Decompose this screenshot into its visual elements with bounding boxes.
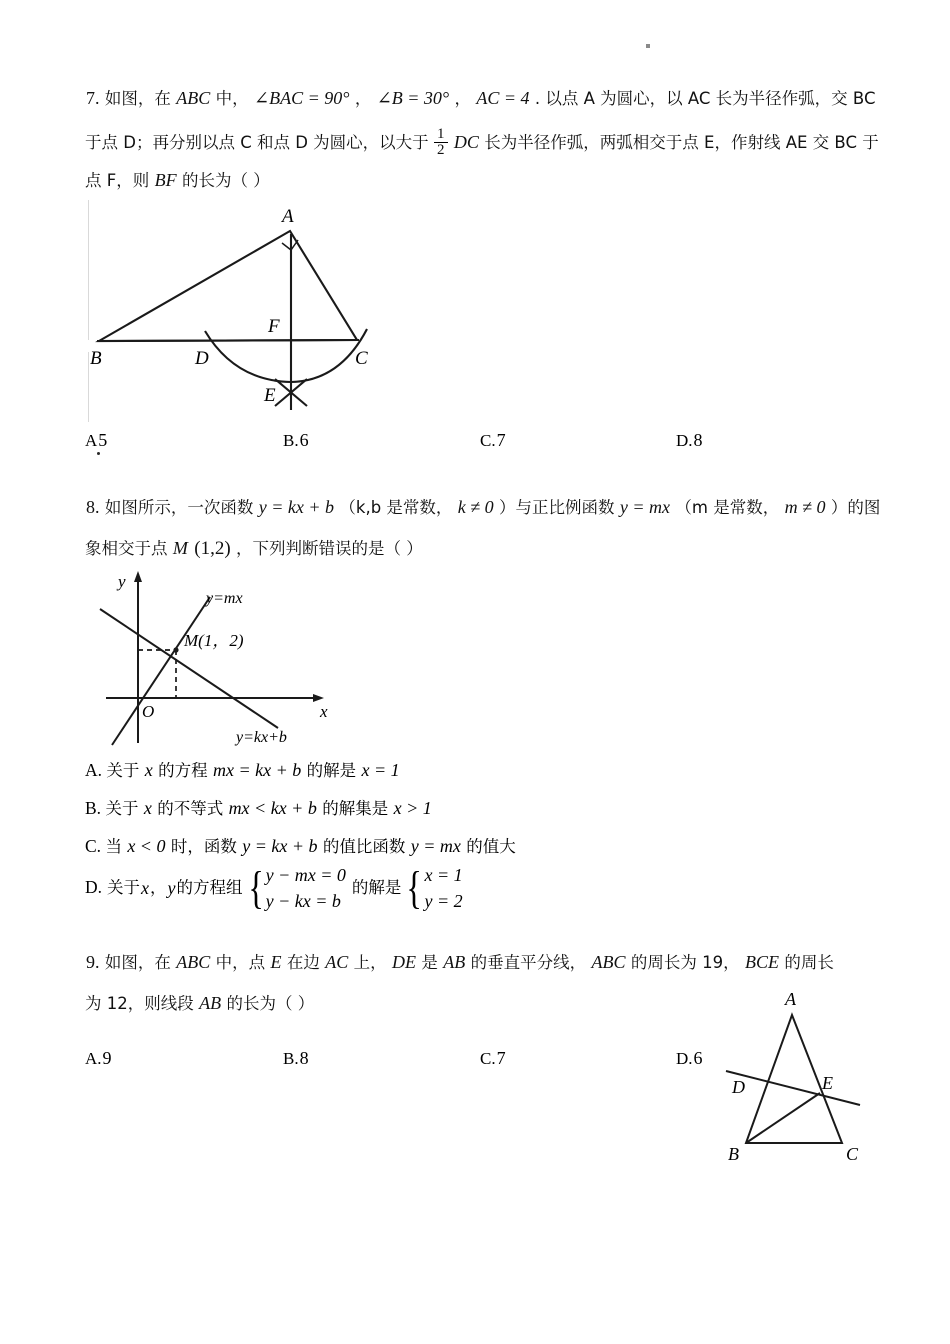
q8-choice-a-eq2: x = 1 — [361, 760, 400, 780]
q8-choice-d[interactable] — [85, 862, 466, 914]
q7-option-b-label: B — [283, 431, 295, 450]
q8-paren-1: （k,b 是常数， — [339, 498, 453, 517]
q8-choice-b-ineq1: mx < kx + b — [228, 798, 317, 818]
question-9-line-2 — [85, 983, 314, 1024]
q9-t-e: 的垂直平分线， — [470, 953, 587, 972]
q8-choice-a-eq1: mx = kx + b — [213, 760, 302, 780]
q7-lead-text: 如图，在 — [104, 89, 171, 108]
q7-option-b-sep: . — [294, 431, 299, 450]
fraction-denominator: 2 — [434, 142, 448, 159]
q8-choice-c-t4: 的值大 — [466, 837, 516, 856]
q8-paren-2: （m 是常数， — [675, 498, 780, 517]
q7-option-a[interactable] — [85, 430, 108, 451]
q8-function-mx: y = mx — [619, 497, 671, 517]
q7-eq-ac: AC = 4 — [476, 88, 530, 108]
q9-triangle-bce: BCE — [745, 952, 780, 972]
q8-choice-d-system-2 — [403, 862, 463, 914]
intersection-point-m — [173, 647, 178, 652]
q7-option-d[interactable] — [676, 430, 704, 451]
q7-line3-b: 的长为（ ） — [182, 171, 270, 190]
q8-system2-row1: x = 1 — [424, 865, 463, 885]
q8-choice-d-t1: 关于 — [107, 877, 141, 897]
label-line-mx: y=mx — [206, 590, 243, 607]
q8-choice-a-t3: 的解是 — [306, 761, 357, 780]
label-b: B — [728, 1144, 739, 1164]
label-d: D — [195, 348, 209, 369]
q9-option-c-value: 7 — [496, 1048, 506, 1068]
label-c: C — [355, 348, 368, 369]
q7-sep-1: ， — [354, 89, 372, 108]
q7-option-c-sep: . — [491, 431, 496, 450]
x-axis-arrowhead — [313, 694, 324, 702]
q8-choice-d-t3: 的解是 — [351, 877, 402, 897]
q8-system1-row2: y − kx = b — [265, 891, 341, 911]
q9-t-c: 上， — [353, 953, 387, 972]
q8-choice-a-x: x — [144, 760, 153, 780]
q8-lead-text: 如图所示，一次函数 — [104, 498, 254, 517]
label-f: F — [268, 316, 280, 337]
q9-t-f: 的周长为 19， — [630, 953, 740, 972]
q9-lead-text: 如图，在 — [104, 953, 171, 972]
q8-choice-c-fn1: y = kx + b — [242, 836, 318, 856]
q9-t-d: 是 — [421, 953, 438, 972]
q9-option-d-value: 6 — [693, 1048, 703, 1068]
q8-choice-a[interactable] — [85, 750, 401, 791]
q7-eq-bac: ∠BAC = 90° — [254, 88, 350, 108]
line-de-perpendicular-bisector — [726, 1071, 860, 1105]
label-c: C — [846, 1144, 859, 1164]
q9-t-g: 的周长 — [784, 953, 834, 972]
q8-choice-d-label: D. — [85, 877, 103, 898]
q8-choice-d-x: x — [141, 878, 150, 898]
q8-choice-c[interactable] — [85, 826, 516, 867]
q9-option-a-value: 9 — [102, 1048, 112, 1068]
q9-option-c-sep: . — [491, 1049, 496, 1068]
header-dot-artifact — [646, 44, 650, 48]
q9-option-b-label: B — [283, 1049, 295, 1068]
question-7-line-2 — [85, 122, 879, 163]
question-7-number: 7. — [86, 88, 100, 108]
label-e: E — [264, 385, 276, 406]
q8-choice-b-t2: 的不等式 — [157, 799, 224, 818]
fraction-numerator: 1 — [437, 125, 445, 142]
q7-option-c-label: C — [480, 431, 492, 450]
q7-mid-1: 中， — [215, 89, 249, 108]
q7-option-c[interactable] — [480, 430, 507, 451]
origin-label: O — [142, 702, 155, 721]
q8-line2-a: 象相交于点 — [85, 539, 168, 558]
q8-choice-b-ineq2: x > 1 — [393, 798, 432, 818]
left-brace-icon-2: { — [406, 862, 423, 913]
left-brace-icon: { — [247, 862, 264, 913]
label-a: A — [785, 989, 796, 1009]
q9-point-e: E — [270, 952, 282, 972]
q8-system1-row1: y − mx = 0 — [265, 865, 346, 885]
q7-option-c-value: 7 — [496, 430, 506, 450]
q7-figure-svg — [85, 198, 405, 428]
q8-function-kxb: y = kx + b — [258, 497, 335, 517]
q8-choice-c-t1: 当 — [105, 837, 122, 856]
q7-option-d-sep: . — [688, 431, 693, 450]
q7-half-fraction — [434, 127, 448, 160]
q9-option-a[interactable] — [85, 1048, 113, 1069]
q7-option-d-label: D — [676, 431, 689, 450]
q8-choice-c-cond: x < 0 — [127, 836, 166, 856]
q9-option-d-label: D — [676, 1049, 689, 1068]
q8-choice-c-t2: 时，函数 — [170, 837, 237, 856]
q9-option-d-sep: . — [688, 1049, 693, 1068]
q9-t-a: 中，点 — [215, 953, 266, 972]
q9-line2-b: 的长为（ ） — [226, 994, 315, 1013]
question-7-figure — [85, 198, 405, 428]
q9-segment-de: DE — [392, 952, 417, 972]
label-line-kxb: y=kx+b — [236, 729, 287, 746]
q7-option-a-dot-artifact — [97, 452, 100, 455]
q8-choice-a-t2: 的方程 — [158, 761, 208, 780]
q9-figure-svg — [700, 985, 915, 1165]
q8-choice-d-system-1 — [245, 862, 347, 914]
q9-triangle-abc-2: ABC — [591, 952, 626, 972]
q7-bf-segment: BF — [154, 170, 177, 190]
q7-dc-segment: DC — [453, 132, 479, 152]
label-b: B — [90, 348, 102, 369]
q7-eq-b: ∠B = 30° — [376, 88, 450, 108]
triangle-outline — [99, 231, 357, 341]
question-8-number: 8. — [86, 497, 100, 517]
q7-option-b[interactable] — [283, 430, 310, 451]
q8-choice-b-label: B. — [85, 798, 102, 818]
q8-choice-d-y: y — [167, 878, 176, 898]
q9-option-b[interactable] — [283, 1048, 310, 1069]
question-8-line-1 — [85, 487, 880, 528]
q8-line2-b: ，下列判断错误的是（ ） — [236, 539, 423, 558]
q7-option-a-value: 5 — [98, 430, 108, 450]
q8-choice-c-t3: 的值比函数 — [322, 837, 406, 856]
q9-line2-a: 为 12，则线段 — [85, 994, 194, 1013]
q8-paren-2-end: ）的图 — [830, 498, 881, 517]
q9-segment-ab: AB — [443, 952, 466, 972]
q9-t-b: 在边 — [286, 953, 320, 972]
q9-line2-ab: AB — [199, 993, 222, 1013]
q8-choice-b[interactable] — [85, 788, 433, 829]
segment-bc — [97, 340, 359, 341]
question-9-line-1 — [85, 942, 834, 983]
x-axis-label: x — [320, 702, 328, 721]
q9-option-b-value: 8 — [299, 1048, 309, 1068]
q8-cond-m: m ≠ 0 — [784, 497, 826, 517]
q8-point-m: M — [172, 538, 188, 558]
q7-sep-2: ， — [454, 89, 471, 108]
q9-option-c-label: C — [480, 1049, 492, 1068]
q7-line2-b: 长为半径作弧，两弧相交于点 E，作射线 AE 交 BC 于 — [484, 133, 879, 152]
label-d: D — [732, 1077, 745, 1097]
q8-choice-c-fn2: y = mx — [410, 836, 461, 856]
y-axis-label: y — [118, 572, 126, 591]
q8-graph-svg — [88, 565, 338, 750]
line-y-equals-kx-plus-b — [100, 609, 278, 728]
question-9-figure — [700, 985, 915, 1165]
q7-option-d-value: 8 — [693, 430, 703, 450]
q8-choice-a-label: A. — [85, 760, 103, 780]
q7-triangle-abc: ABC — [176, 88, 211, 108]
label-e: E — [822, 1073, 833, 1093]
label-a: A — [282, 206, 294, 227]
q8-choice-a-t1: 关于 — [106, 761, 140, 780]
q8-choice-c-label: C. — [85, 836, 102, 856]
question-9-number: 9. — [86, 952, 100, 972]
q9-option-b-sep: . — [294, 1049, 299, 1068]
q7-line2-a: 于点 D；再分别以点 C 和点 D 为圆心，以大于 — [85, 133, 429, 152]
line-y-equals-mx — [112, 597, 210, 745]
q7-line3-a: 点 F，则 — [85, 171, 150, 190]
question-7-line-3 — [85, 160, 270, 201]
q8-choice-b-t1: 关于 — [105, 799, 139, 818]
q9-segment-ac: AC — [325, 952, 349, 972]
q8-system2-row2: y = 2 — [424, 891, 463, 911]
label-point-m: M(1，2) — [184, 631, 244, 650]
q8-point-coords: (1,2) — [194, 538, 231, 559]
q7-option-a-label: A — [85, 431, 98, 450]
q8-choice-b-x: x — [143, 798, 152, 818]
q8-choice-d-t2: 的方程组 — [176, 877, 243, 897]
q9-option-c[interactable] — [480, 1048, 507, 1069]
q9-option-a-sep: . — [97, 1049, 102, 1068]
q7-tail-text: . 以点 A 为圆心，以 AC 长为半径作弧，交 BC — [534, 89, 876, 108]
q8-cond-k: k ≠ 0 — [457, 497, 494, 517]
segment-be — [746, 1093, 820, 1143]
question-8-graph — [88, 565, 338, 750]
q9-triangle-abc-1: ABC — [176, 952, 211, 972]
q8-paren-1-end: ）与正比例函数 — [499, 498, 615, 517]
y-axis-arrowhead — [134, 571, 142, 582]
q9-option-a-label: A — [85, 1049, 98, 1068]
q7-option-b-value: 6 — [299, 430, 309, 450]
q8-choice-b-t3: 的解集是 — [322, 799, 389, 818]
q8-choice-d-comma: ， — [150, 877, 167, 897]
arc-from-a — [205, 329, 367, 382]
question-7-line-1 — [85, 78, 875, 119]
question-8-line-2 — [85, 528, 423, 569]
